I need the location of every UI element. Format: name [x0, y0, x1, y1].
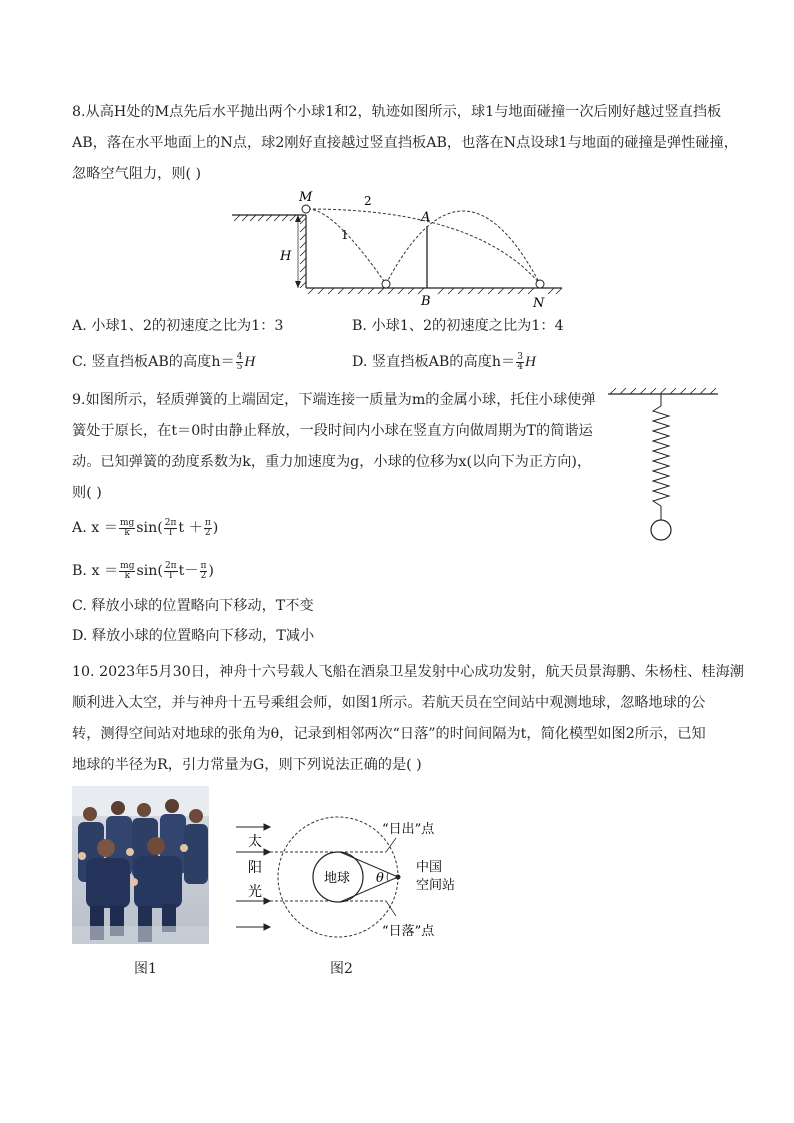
q9-option-c: C. 释放小球的位置略向下移动，T不变: [72, 598, 314, 614]
q8-stem-line3: 忽略空气阻力，则( ): [72, 166, 202, 182]
q8-option-c-fraction: $\frac{4}{5}$: [236, 351, 243, 372]
q8-option-d-text: D. 竖直挡板AB的高度h＝: [352, 354, 516, 370]
q10-stem-line2: 顺利进入太空，并与神舟十五号乘组会师，如图1所示。若航天员在空间站中观测地球，忽略地球的公: [72, 695, 706, 711]
q8-option-d: D. 竖直挡板AB的高度h＝ $\frac{3}{4}$ H: [352, 351, 536, 372]
q8-option-d-fraction: $\frac{3}{4}$: [517, 351, 523, 372]
label-sunrise-point: “日出”点: [382, 822, 435, 837]
label-A: A: [421, 210, 431, 225]
label-trajectory-2: 2: [364, 194, 372, 208]
label-station-2: 空间站: [416, 878, 456, 893]
label-M: M: [299, 190, 313, 205]
q8-stem-line1: 8.从高H处的M点先后水平抛出两个小球1和2，轨迹如图所示，球1与地面碰撞一次后刚好越过竖直挡板: [72, 104, 722, 120]
label-theta: θ: [376, 871, 384, 886]
label-sunset-point: “日落”点: [382, 924, 435, 939]
q8-stem-line2: AB，落在水平地面上的N点，球2刚好直接越过竖直挡板AB，也落在N点设球1与地面的碰撞是弹性碰撞，: [72, 135, 738, 151]
q9-option-b: B. x ＝ $\frac{mg}{k}$ sin( $\frac{2\pi}{T}$ t－ $\frac{\pi}{2}$ ): [72, 560, 214, 581]
q9-stem-line4: 则( ): [72, 485, 102, 501]
q9-option-d: D. 释放小球的位置略向下移动，T减小: [72, 628, 315, 644]
q8-option-c: C. 竖直挡板AB的高度h＝ $\frac{4}{5}$ H: [72, 351, 256, 372]
label-earth: 地球: [324, 871, 351, 886]
q9-spring-figure: [606, 386, 726, 546]
label-station-1: 中国: [416, 860, 443, 875]
q8-option-b: B. 小球1、2的初速度之比为1：4: [352, 318, 564, 334]
q10-stem-line3: 转，测得空间站对地球的张角为θ，记录到相邻两次“日落”的时间间隔为t，简化模型如图2所示，已知: [72, 726, 706, 742]
label-sunlight-1: 太: [248, 834, 262, 850]
q9-option-a: A. x ＝ $\frac{mg}{k}$ sin( $\frac{2\pi}{T}$ t ＋ $\frac{\pi}{2}$ ): [72, 517, 219, 538]
label-B: B: [421, 294, 431, 309]
label-sunlight-2: 阳: [248, 860, 262, 876]
q10-stem-line4: 地球的半径为R，引力常量为G，则下列说法正确的是( ): [72, 757, 422, 773]
q8-option-a: A. 小球1、2的初速度之比为1：3: [72, 318, 284, 334]
label-sunlight-3: 光: [248, 884, 262, 900]
q10-orbit-figure: [230, 800, 480, 950]
q10-stem-line1: 10. 2023年5月30日，神舟十六号载人飞船在酒泉卫星发射中心成功发射，航天员景海鹏、朱杨柱、桂海潮: [72, 664, 744, 680]
q9-stem-line2: 簧处于原长，在t＝0时由静止释放，一段时间内小球在竖直方向做周期为T的简谐运: [72, 423, 593, 439]
label-N: N: [533, 296, 545, 310]
q8-option-c-text: C. 竖直挡板AB的高度h＝: [72, 354, 235, 370]
figure-2-caption: 图2: [330, 961, 353, 977]
q8-trajectory-figure: [222, 184, 572, 310]
astronauts-photo: [72, 786, 209, 944]
label-H: H: [280, 249, 292, 264]
figure-1-caption: 图1: [134, 961, 157, 977]
label-trajectory-1: 1: [341, 228, 349, 242]
q9-stem-line1: 9.如图所示，轻质弹簧的上端固定，下端连接一质量为m的金属小球，托住小球使弹: [72, 392, 596, 408]
q9-stem-line3: 动。已知弹簧的劲度系数为k，重力加速度为g，小球的位移为x(以向下为正方向)，: [72, 454, 592, 470]
